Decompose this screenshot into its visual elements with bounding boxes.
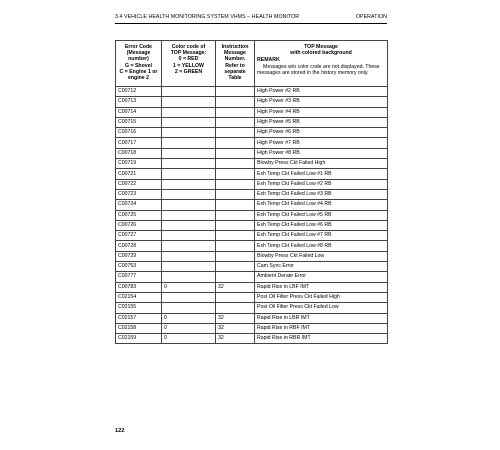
cell-color-code xyxy=(162,107,216,117)
cell-error-code: C00721 xyxy=(116,169,162,179)
header-top-message xyxy=(255,41,388,87)
table-row xyxy=(116,323,388,333)
cell-color-code xyxy=(162,200,216,210)
table-row xyxy=(116,148,388,158)
header-divider xyxy=(115,23,387,24)
cell-top-message: Exh Temp Ckt Failed Low #7 RB xyxy=(255,231,388,241)
cell-error-code: C00712 xyxy=(116,87,162,97)
cell-top-message: Exh Temp Ckt Failed Low #3 RB xyxy=(255,189,388,199)
cell-instruction xyxy=(216,117,255,127)
cell-top-message: Exh Temp Ckt Failed Low #4 RB xyxy=(255,200,388,210)
cell-instruction xyxy=(216,220,255,230)
cell-error-code: C00722 xyxy=(116,179,162,189)
cell-top-message: High Power #6 RB xyxy=(255,128,388,138)
header-section: OPERATION xyxy=(355,14,387,20)
table-row xyxy=(116,220,388,230)
cell-top-message: Blowby Press Ckt Failed High xyxy=(255,159,388,169)
table-row xyxy=(116,97,388,107)
cell-color-code xyxy=(162,159,216,169)
cell-error-code: C02158 xyxy=(116,323,162,333)
cell-instruction: 32 xyxy=(216,282,255,292)
table-row xyxy=(116,87,388,97)
cell-instruction: 32 xyxy=(216,323,255,333)
table-row xyxy=(116,210,388,220)
error-code-table xyxy=(115,40,388,344)
table-row xyxy=(116,241,388,251)
cell-color-code xyxy=(162,128,216,138)
cell-instruction xyxy=(216,179,255,189)
table-row xyxy=(116,117,388,127)
cell-top-message: High Power #8 RB xyxy=(255,148,388,158)
cell-error-code: C00783 xyxy=(116,282,162,292)
cell-top-message: High Power #4 RB xyxy=(255,107,388,117)
cell-error-code: C00714 xyxy=(116,107,162,117)
cell-error-code: C00729 xyxy=(116,251,162,261)
cell-instruction xyxy=(216,200,255,210)
cell-color-code xyxy=(162,117,216,127)
cell-color-code xyxy=(162,189,216,199)
cell-error-code: C00726 xyxy=(116,220,162,230)
cell-color-code: 0 xyxy=(162,313,216,323)
page-header xyxy=(115,14,387,22)
cell-top-message: Rapid Rise in RBF IMT xyxy=(255,323,388,333)
cell-top-message: Ambient Derate Error xyxy=(255,272,388,282)
header-instruction: Instruction Message Number. Refer to separate Table xyxy=(216,41,255,87)
cell-instruction xyxy=(216,107,255,117)
cell-instruction xyxy=(216,97,255,107)
cell-top-message: High Power #5 RB xyxy=(255,117,388,127)
remark-label: REMARK xyxy=(257,57,280,64)
cell-instruction xyxy=(216,262,255,272)
cell-color-code xyxy=(162,241,216,251)
cell-color-code: 0 xyxy=(162,334,216,344)
header-error-code: Error Code (Message number) G = Shovel C = Engine 1 or engine 2 xyxy=(116,41,162,87)
cell-instruction: 32 xyxy=(216,313,255,323)
cell-top-message: Post Oil Filter Press Ckt Failed High xyxy=(255,292,388,302)
cell-top-message: Exh Temp Ckt Failed Low #2 RB xyxy=(255,179,388,189)
page-number: 122 xyxy=(115,428,125,434)
top-message-title: TOP Message with colored background xyxy=(290,44,352,57)
cell-error-code: C02155 xyxy=(116,303,162,313)
cell-color-code xyxy=(162,210,216,220)
cell-instruction xyxy=(216,159,255,169)
cell-error-code: C00719 xyxy=(116,159,162,169)
cell-color-code xyxy=(162,231,216,241)
cell-top-message: High Power #2 RB xyxy=(255,87,388,97)
table-row xyxy=(116,251,388,261)
cell-color-code xyxy=(162,262,216,272)
table-row xyxy=(116,262,388,272)
cell-error-code: C02159 xyxy=(116,334,162,344)
cell-color-code xyxy=(162,292,216,302)
table-row xyxy=(116,334,388,344)
cell-color-code: 0 xyxy=(162,323,216,333)
cell-instruction xyxy=(216,87,255,97)
table-body xyxy=(116,87,388,344)
cell-top-message: Exh Temp Ckt Failed Low #5 RB xyxy=(255,210,388,220)
cell-error-code: C02154 xyxy=(116,292,162,302)
cell-color-code xyxy=(162,220,216,230)
table-row xyxy=(116,282,388,292)
cell-error-code: C00715 xyxy=(116,117,162,127)
cell-error-code: C00753 xyxy=(116,262,162,272)
cell-color-code xyxy=(162,148,216,158)
cell-color-code xyxy=(162,303,216,313)
table-row xyxy=(116,313,388,323)
cell-error-code: C00723 xyxy=(116,189,162,199)
cell-top-message: Rapid Rise in RBR IMT xyxy=(255,334,388,344)
cell-instruction xyxy=(216,231,255,241)
table-row xyxy=(116,128,388,138)
cell-instruction xyxy=(216,251,255,261)
table-row xyxy=(116,189,388,199)
table-row xyxy=(116,303,388,313)
cell-top-message: Exh Temp Ckt Failed Low #1 RB xyxy=(255,169,388,179)
cell-instruction xyxy=(216,128,255,138)
cell-error-code: C00727 xyxy=(116,231,162,241)
cell-color-code xyxy=(162,272,216,282)
cell-top-message: Blowby Press Ckt Failed Low xyxy=(255,251,388,261)
table-row xyxy=(116,292,388,302)
cell-top-message: High Power #7 RB xyxy=(255,138,388,148)
cell-top-message: Rapid Rise in LBR IMT xyxy=(255,313,388,323)
cell-instruction xyxy=(216,241,255,251)
table-row xyxy=(116,159,388,169)
cell-color-code xyxy=(162,97,216,107)
cell-top-message: High Power #3 RB xyxy=(255,97,388,107)
cell-color-code xyxy=(162,87,216,97)
table-row xyxy=(116,272,388,282)
table-row xyxy=(116,200,388,210)
cell-error-code: C00713 xyxy=(116,97,162,107)
cell-error-code: C00717 xyxy=(116,138,162,148)
cell-instruction xyxy=(216,303,255,313)
cell-top-message: Exh Temp Ckt Failed Low #6 RB xyxy=(255,220,388,230)
header-title: 3.4 VEHICLE HEALTH MONITORING SYSTEM VHMS – HEALTH MONITOR xyxy=(115,14,300,20)
cell-top-message: Post Oil Filter Press Ckt Failed Low xyxy=(255,303,388,313)
cell-error-code: C00724 xyxy=(116,200,162,210)
cell-top-message: Cam Sync Error xyxy=(255,262,388,272)
cell-instruction xyxy=(216,169,255,179)
cell-error-code: C00718 xyxy=(116,148,162,158)
cell-color-code xyxy=(162,138,216,148)
cell-top-message: Exh Temp Ckt Failed Low #8 RB xyxy=(255,241,388,251)
cell-top-message: Rapid Rise in LBF IMT xyxy=(255,282,388,292)
table-row xyxy=(116,231,388,241)
cell-instruction xyxy=(216,210,255,220)
remark-text: Messages w/o color code are not displayed. These messages are stored in the history memory only. xyxy=(257,63,380,76)
cell-color-code xyxy=(162,179,216,189)
table-row xyxy=(116,107,388,117)
cell-instruction: 32 xyxy=(216,334,255,344)
cell-instruction xyxy=(216,138,255,148)
cell-instruction xyxy=(216,272,255,282)
table-row xyxy=(116,169,388,179)
header-color-code: Color code of TOP Message: 0 = RED 1 = YELLOW 2 = GREEN xyxy=(162,41,216,87)
cell-error-code: C00725 xyxy=(116,210,162,220)
cell-instruction xyxy=(216,148,255,158)
cell-color-code xyxy=(162,251,216,261)
cell-color-code xyxy=(162,169,216,179)
cell-error-code: C02157 xyxy=(116,313,162,323)
cell-error-code: C00716 xyxy=(116,128,162,138)
cell-error-code: C00728 xyxy=(116,241,162,251)
cell-color-code: 0 xyxy=(162,282,216,292)
cell-instruction xyxy=(216,292,255,302)
table-header-row xyxy=(116,41,388,87)
cell-instruction xyxy=(216,189,255,199)
table-row xyxy=(116,138,388,148)
table-row xyxy=(116,179,388,189)
cell-error-code: C00777 xyxy=(116,272,162,282)
